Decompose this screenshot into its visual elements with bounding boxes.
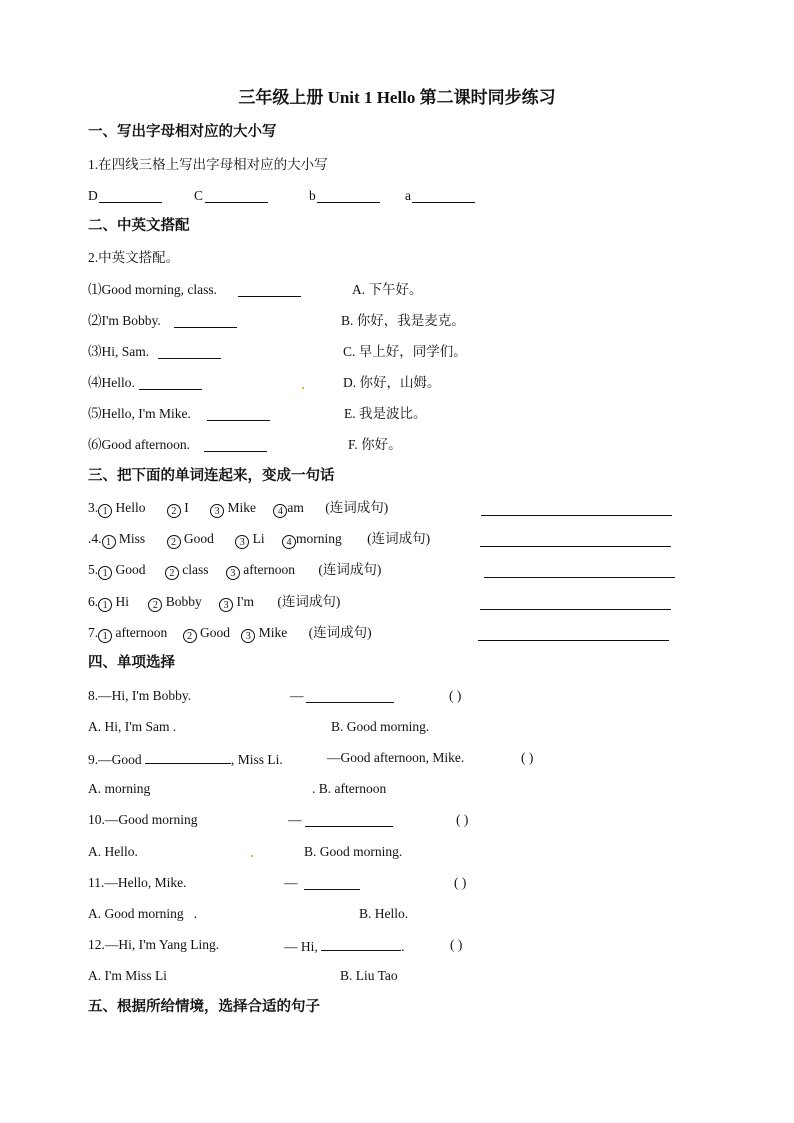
- q8-stem: 8.—Hi, I'm Bobby.: [88, 688, 192, 703]
- match-blank-1[interactable]: [238, 296, 301, 297]
- q9-option-a[interactable]: A. morning: [88, 781, 151, 796]
- q8-blank[interactable]: [306, 702, 394, 703]
- section-3-heading: 三、把下面的单词连起来，变成一句话: [88, 468, 335, 484]
- letter-c: C: [194, 188, 204, 203]
- reorder-blank-4[interactable]: [480, 546, 671, 547]
- match-blank-5[interactable]: [207, 420, 270, 421]
- section-5-heading: 五、根据所给情境，选择合适的句子: [88, 999, 320, 1015]
- letter-d: D: [88, 188, 98, 203]
- q10-option-a[interactable]: A. Hello.: [88, 844, 138, 859]
- reorder-blank-7[interactable]: [478, 640, 669, 641]
- q12-option-a[interactable]: A. I'm Miss Li: [88, 968, 167, 983]
- match-left-5: ⑸Hello, I'm Mike.: [88, 406, 191, 421]
- q12-reply: — Hi, .: [284, 939, 405, 954]
- q11-option-b[interactable]: B. Hello.: [359, 906, 409, 921]
- stray-dot: [302, 387, 304, 389]
- q8-answer-paren[interactable]: ( ): [449, 688, 462, 703]
- letter-b-blank[interactable]: [317, 202, 380, 203]
- letter-b: b: [309, 188, 316, 203]
- reorder-blank-5[interactable]: [484, 577, 675, 578]
- stray-dot-2: [251, 855, 253, 857]
- match-left-1: ⑴Good morning, class.: [88, 282, 217, 297]
- q11-blank[interactable]: [304, 889, 360, 890]
- match-left-6: ⑹Good afternoon.: [88, 437, 190, 452]
- q9-stem: 9.—Good , Miss Li.: [88, 752, 283, 767]
- match-right-c: C. 早上好，同学们。: [343, 344, 467, 359]
- q11-option-a[interactable]: A. Good morning .: [88, 906, 197, 921]
- q11-stem: 11.—Hello, Mike.: [88, 875, 187, 890]
- reorder-item-7: 7. 1 afternoon 2 Good 3 Mike (连词成句): [88, 625, 372, 642]
- match-blank-3[interactable]: [158, 358, 221, 359]
- q12-answer-paren[interactable]: ( ): [450, 937, 463, 952]
- section-4-heading: 四、单项选择: [88, 655, 175, 671]
- match-blank-4[interactable]: [139, 389, 202, 390]
- match-right-d: D. 你好，山姆。: [343, 375, 441, 390]
- reorder-blank-3[interactable]: [481, 515, 672, 516]
- match-right-a: A. 下午好。: [352, 282, 423, 297]
- page-title: 三年级上册 Unit 1 Hello 第二课时同步练习: [238, 88, 556, 107]
- match-right-b: B. 你好，我是麦克。: [341, 313, 465, 328]
- match-blank-2[interactable]: [174, 327, 237, 328]
- q10-stem: 10.—Good morning: [88, 812, 198, 827]
- q9-answer-paren[interactable]: ( ): [521, 750, 534, 765]
- reorder-blank-6[interactable]: [480, 609, 671, 610]
- q8-option-b[interactable]: B. Good morning.: [331, 719, 430, 734]
- reorder-item-4: .4. 1 Miss 2 Good 3 Li 4 morning (连词成句): [88, 531, 431, 548]
- q8-option-a[interactable]: A. Hi, I'm Sam .: [88, 719, 177, 734]
- match-right-f: F. 你好。: [348, 437, 402, 452]
- q10-answer-paren[interactable]: ( ): [456, 812, 469, 827]
- section-2-heading: 二、中英文搭配: [88, 218, 190, 234]
- q10-option-b[interactable]: B. Good morning.: [304, 844, 403, 859]
- q11-answer-paren[interactable]: ( ): [454, 875, 467, 890]
- q9-blank[interactable]: [145, 751, 231, 764]
- match-left-2: ⑵I'm Bobby.: [88, 313, 161, 328]
- match-left-3: ⑶Hi, Sam.: [88, 344, 150, 359]
- match-left-4: ⑷Hello.: [88, 375, 135, 390]
- reorder-item-3: 3. 1 Hello 2 I 3 Mike 4 am (连词成句): [88, 500, 389, 517]
- q10-blank[interactable]: [305, 826, 393, 827]
- section-1-heading: 一、写出字母相对应的大小写: [88, 124, 277, 140]
- letter-d-blank[interactable]: [99, 202, 162, 203]
- letter-a: a: [405, 188, 411, 203]
- q8-dash: —: [290, 688, 304, 703]
- q11-dash: —: [284, 875, 298, 890]
- reorder-item-5: 5. 1 Good 2 class 3 afternoon (连词成句): [88, 562, 382, 579]
- q9-reply: —Good afternoon, Mike.: [327, 750, 465, 765]
- q12-option-b[interactable]: B. Liu Tao: [340, 968, 398, 983]
- q10-dash: —: [288, 812, 302, 827]
- letter-c-blank[interactable]: [205, 202, 268, 203]
- q9-option-b[interactable]: . B. afternoon: [312, 781, 387, 796]
- letter-a-blank[interactable]: [412, 202, 475, 203]
- question-1-instruction: 1.在四线三格上写出字母相对应的大小写: [88, 157, 328, 172]
- match-right-e: E. 我是波比。: [344, 406, 427, 421]
- question-2-instruction: 2.中英文搭配。: [88, 250, 180, 265]
- reorder-item-6: 6. 1 Hi 2 Bobby 3 I'm (连词成句): [88, 594, 341, 611]
- q12-blank[interactable]: [321, 938, 401, 951]
- match-blank-6[interactable]: [204, 451, 267, 452]
- q12-stem: 12.—Hi, I'm Yang Ling.: [88, 937, 220, 952]
